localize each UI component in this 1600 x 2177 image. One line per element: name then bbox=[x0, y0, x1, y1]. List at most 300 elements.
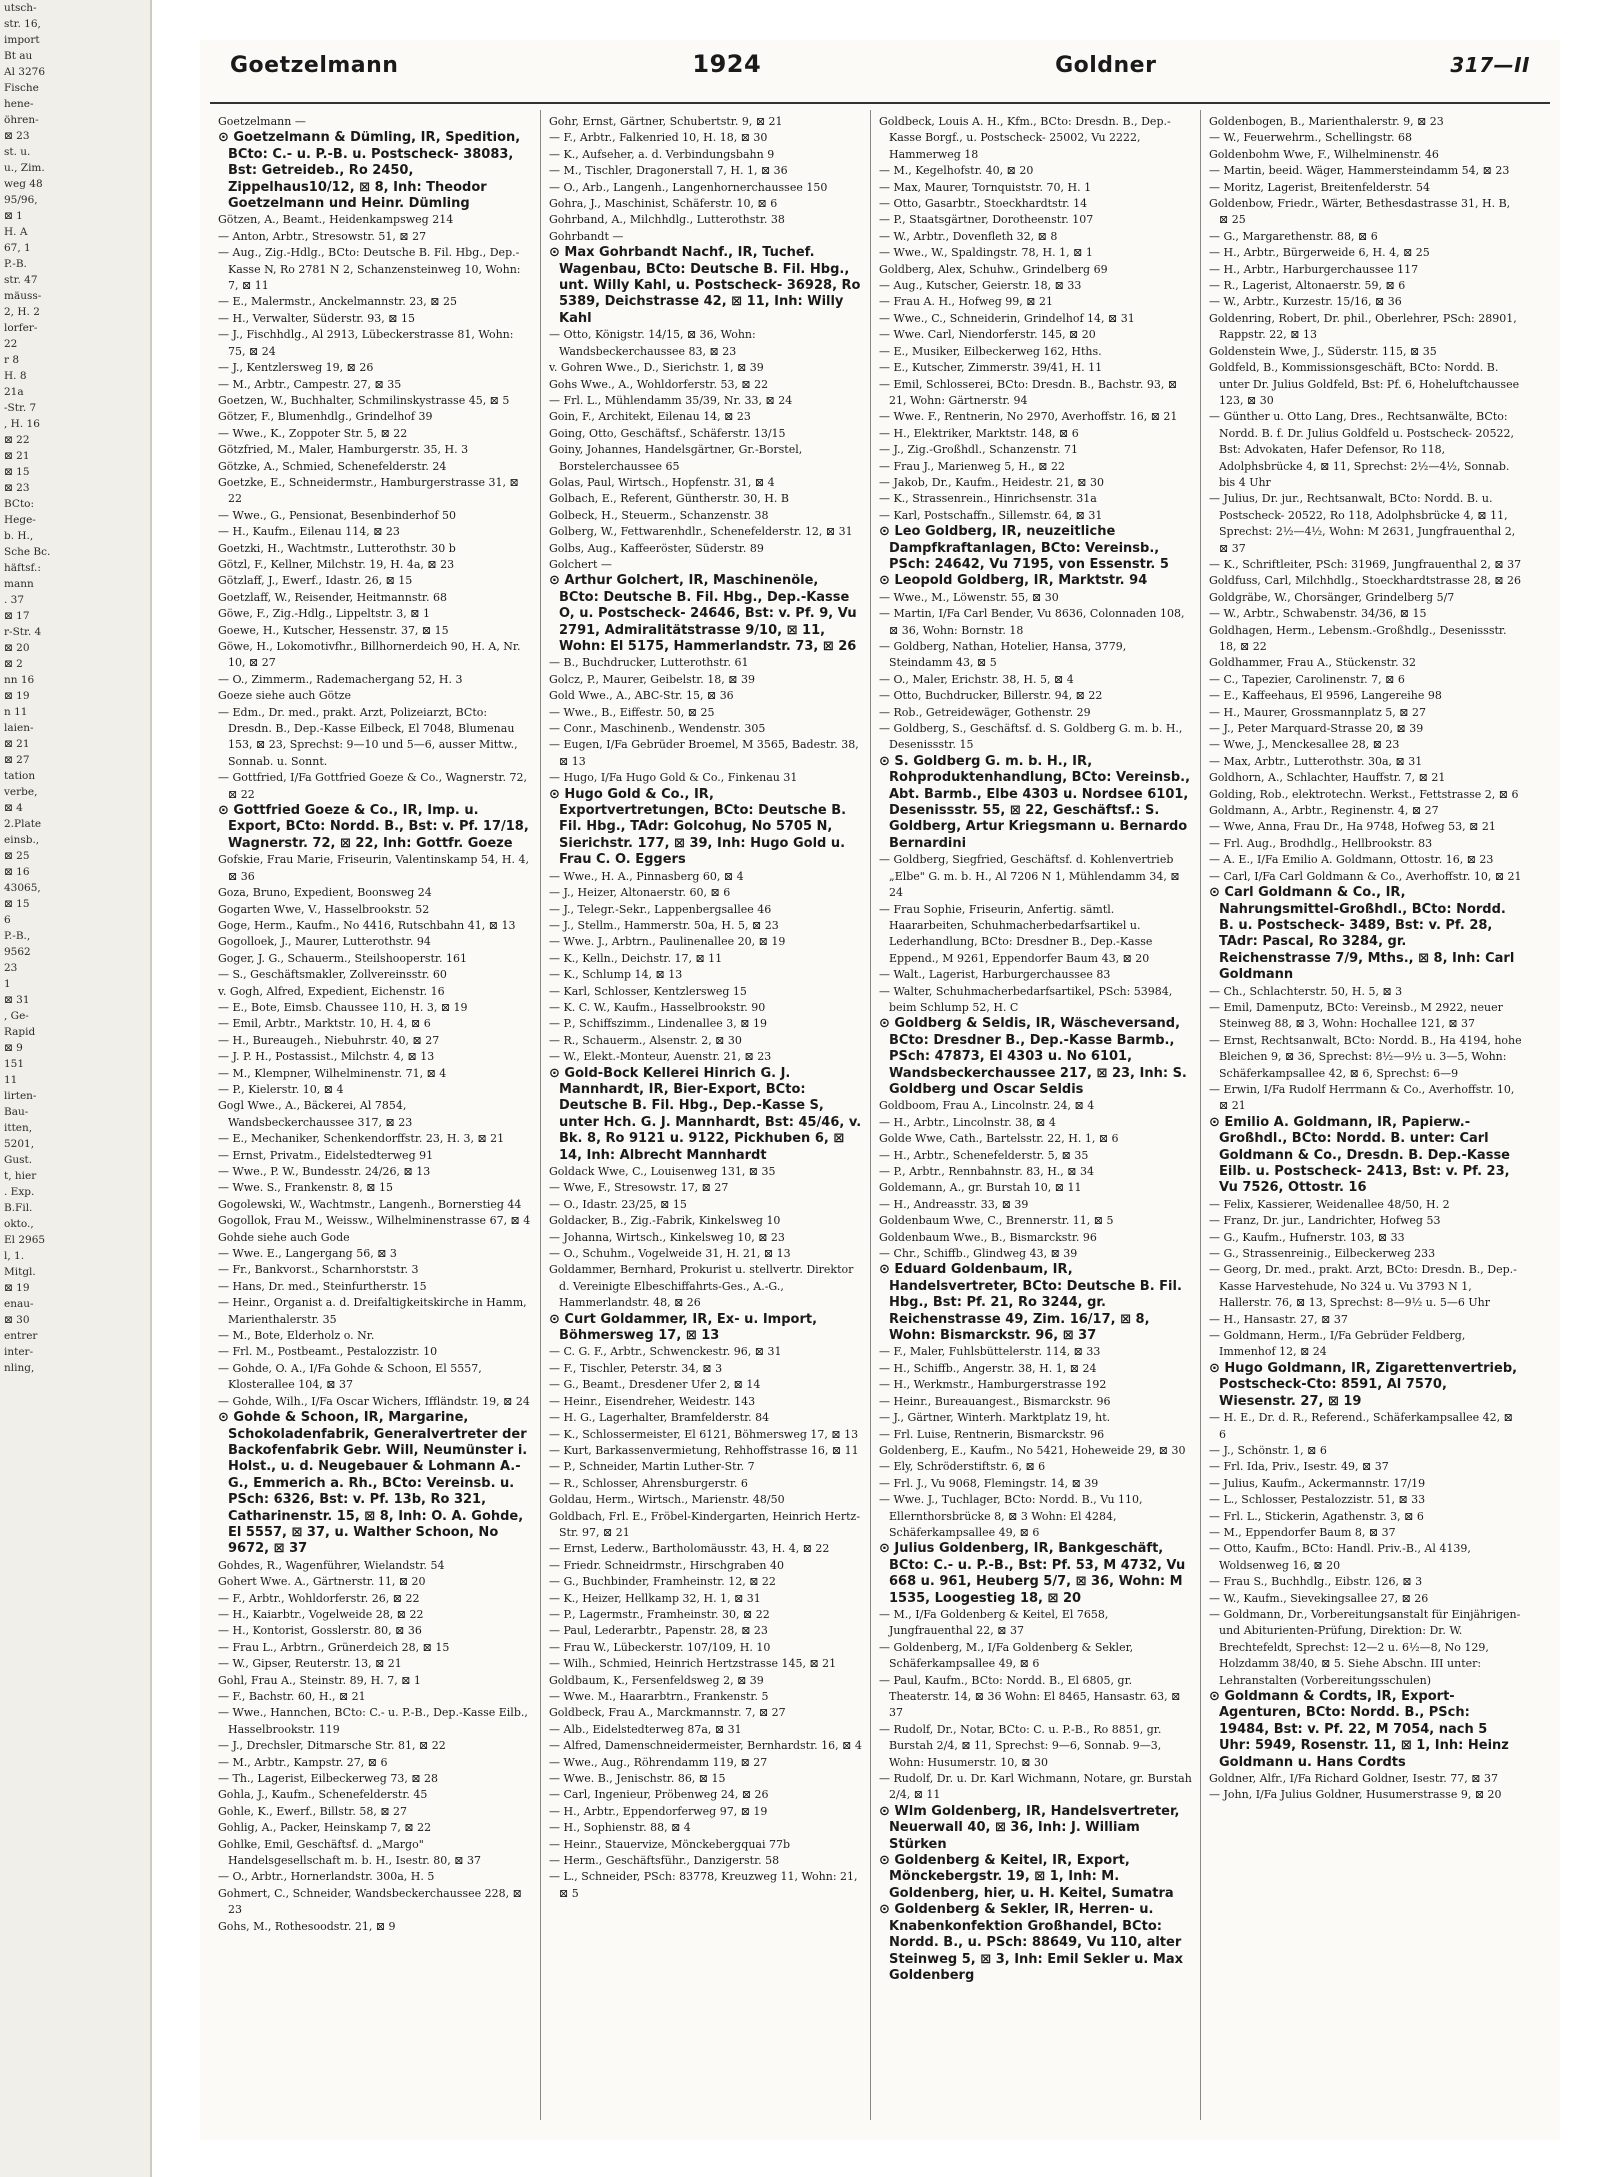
directory-entry: — J., Heizer, Altonaerstr. 60, ⊠ 6 bbox=[549, 886, 731, 900]
directory-entry: Goldberg, Alex, Schuhw., Grindelberg 69 bbox=[879, 262, 1108, 276]
directory-column-3 bbox=[870, 110, 1200, 2120]
gutter-line: Rapid bbox=[4, 1026, 36, 1038]
directory-entry: — Wwe., Aug., Röhrendamm 119, ⊠ 27 bbox=[549, 1755, 768, 1769]
gutter-line: B.Fil. bbox=[4, 1202, 33, 1214]
directory-entry: Golas, Paul, Wirtsch., Hopfenstr. 31, ⊠ 4 bbox=[549, 475, 775, 489]
directory-entry: — H., Maurer, Grossmannplatz 5, ⊠ 27 bbox=[1209, 705, 1426, 719]
gutter-line: str. 16, bbox=[4, 18, 41, 30]
firm-entry: ⊙ Arthur Golchert, IR, Maschinenöle, BCto: Deutsche B. Fil. Hbg., Dep.-Kasse O, u. Postscheck- 24646, Bst: v. Pf. 9, Vu 2791, Admiralitätstrasse 9/10, ⊠ 11, Wohn: El 5175, Hammerlandstr. 73, ⊠ 26 bbox=[549, 573, 857, 654]
directory-entry: — Wwe., W., Spaldingstr. 78, H. 1, ⊠ 1 bbox=[879, 246, 1093, 260]
directory-entry: — H., Kaufm., Eilenau 114, ⊠ 23 bbox=[218, 525, 400, 539]
directory-entry: Gohrbandt — bbox=[549, 229, 624, 243]
directory-entry: — Hans, Dr. med., Steinfurtherstr. 15 bbox=[218, 1279, 427, 1293]
directory-entry: Golding, Rob., elektrotechn. Werkst., Fettstrasse 2, ⊠ 6 bbox=[1209, 787, 1519, 801]
directory-entry: — Frl. M., Postbeamt., Pestalozzistr. 10 bbox=[218, 1345, 438, 1359]
directory-entry: Götzke, A., Schmied, Schenefelderstr. 24 bbox=[218, 459, 447, 473]
directory-entry: — Max, Arbtr., Lutterothstr. 30a, ⊠ 31 bbox=[1209, 754, 1423, 768]
directory-entry: — R., Schauerm., Alsenstr. 2, ⊠ 30 bbox=[549, 1033, 742, 1047]
directory-entry: Götzer, F., Blumenhdlg., Grindelhof 39 bbox=[218, 410, 433, 424]
directory-column-2 bbox=[540, 110, 870, 2120]
directory-entry: — Wwe. E., Langergang 56, ⊠ 3 bbox=[218, 1247, 397, 1261]
gutter-line: ⊠ 21 bbox=[4, 738, 30, 750]
gutter-line: 2, H. 2 bbox=[4, 306, 40, 318]
directory-entry: — G., Beamt., Dresdener Ufer 2, ⊠ 14 bbox=[549, 1378, 761, 1392]
directory-entry: — J., Drechsler, Ditmarsche Str. 81, ⊠ 22 bbox=[218, 1739, 446, 1753]
directory-entry: Goldhagen, Herm., Lebensm.-Großhdlg., Desenissstr. 18, ⊠ 22 bbox=[1209, 623, 1507, 653]
directory-entry: — K., Kelln., Deichstr. 17, ⊠ 11 bbox=[549, 951, 723, 965]
directory-entry: — Gottfried, I/Fa Gottfried Goeze & Co., Wagnerstr. 72, ⊠ 22 bbox=[218, 771, 528, 801]
gutter-line: enau- bbox=[4, 1298, 34, 1310]
firm-entry: ⊙ Gottfried Goeze & Co., IR, Imp. u. Export, BCto: Nordd. B., Bst: v. Pf. 17/18, Wagnerstr. 72, ⊠ 22, Inh: Gottfr. Goeze bbox=[218, 803, 529, 851]
directory-entry: — O., Maler, Erichstr. 38, H. 5, ⊠ 4 bbox=[879, 672, 1074, 686]
directory-entry: — R., Lagerist, Altonaerstr. 59, ⊠ 6 bbox=[1209, 279, 1406, 293]
directory-entry: — Carl, Ingenieur, Pröbenweg 24, ⊠ 26 bbox=[549, 1788, 769, 1802]
directory-entry: Goldenbaum Wwe., B., Bismarckstr. 96 bbox=[879, 1230, 1097, 1244]
directory-entry: — Alb., Eidelstedterweg 87a, ⊠ 31 bbox=[549, 1722, 742, 1736]
directory-entry: — H., Hansastr. 27, ⊠ 37 bbox=[1209, 1312, 1348, 1326]
directory-entry: — J., Kentzlersweg 19, ⊠ 26 bbox=[218, 361, 374, 375]
directory-entry: — H., Arbtr., Lincolnstr. 38, ⊠ 4 bbox=[879, 1115, 1056, 1129]
directory-entry: — Johanna, Wirtsch., Kinkelsweg 10, ⊠ 23 bbox=[549, 1230, 785, 1244]
gutter-line: ⊠ 17 bbox=[4, 610, 30, 622]
directory-entry: Gogl Wwe., A., Bäckerei, Al 7854, Wandsbeckerchaussee 317, ⊠ 23 bbox=[218, 1099, 413, 1129]
gutter-line: Hege- bbox=[4, 514, 36, 526]
firm-entry: ⊙ Hugo Goldmann, IR, Zigarettenvertrieb, Postscheck-Cto: 8591, Al 7570, Wiesenstr. 27, ⊠ 19 bbox=[1209, 1360, 1518, 1409]
directory-entry: Goldenbohm Wwe, F., Wilhelminenstr. 46 bbox=[1209, 147, 1439, 161]
gutter-line: H. A bbox=[4, 226, 28, 238]
gutter-line: ⊠ 19 bbox=[4, 690, 30, 702]
directory-entry: — Heinr., Organist a. d. Dreifaltigkeitskirche in Hamm, Marienthalerstr. 35 bbox=[218, 1296, 527, 1326]
directory-entry: — Otto, Kaufm., BCto: Handl. Priv.-B., Al 4139, Woldsenweg 16, ⊠ 20 bbox=[1209, 1542, 1471, 1572]
gutter-line: itten, bbox=[4, 1122, 33, 1134]
directory-entry: — Frl. J., Vu 9068, Flemingstr. 14, ⊠ 39 bbox=[879, 1476, 1099, 1490]
gutter-line: öhren- bbox=[4, 114, 39, 126]
directory-entry: — J., Peter Marquard-Strasse 20, ⊠ 39 bbox=[1209, 722, 1424, 736]
directory-entry: — W., Elekt.-Monteur, Auenstr. 21, ⊠ 23 bbox=[549, 1050, 772, 1064]
directory-entry: Goldbeck, Frau A., Marckmannstr. 7, ⊠ 27 bbox=[549, 1706, 786, 1720]
gutter-line: laien- bbox=[4, 722, 34, 734]
gutter-line: Bt au bbox=[4, 50, 33, 62]
directory-entry: — P., Staatsgärtner, Dorotheenstr. 107 bbox=[879, 213, 1094, 227]
directory-entry: — K., Schlossermeister, El 6121, Böhmersweg 17, ⊠ 13 bbox=[549, 1427, 859, 1441]
firm-entry: ⊙ Leo Goldberg, IR, neuzeitliche Dampfkraftanlagen, BCto: Vereinsb., PSch: 24642, Vu 7195, von Essenstr. 5 bbox=[879, 524, 1169, 572]
directory-entry: — J., Schönstr. 1, ⊠ 6 bbox=[1209, 1443, 1327, 1457]
firm-entry: ⊙ Goldenberg & Keitel, IR, Export, Mönckebergstr. 19, ⊠ 1, Inh: M. Goldenberg, hier, u. H. Keitel, Sumatra bbox=[879, 1853, 1174, 1901]
directory-entry: Goldenbow, Friedr., Wärter, Bethesdastrasse 31, H. B, ⊠ 25 bbox=[1209, 197, 1511, 227]
directory-entry: — M., Arbtr., Kampstr. 27, ⊠ 6 bbox=[218, 1755, 388, 1769]
gutter-line: ⊠ 30 bbox=[4, 1314, 30, 1326]
gutter-line: Sche Bc. bbox=[4, 546, 51, 558]
directory-entry: Goldemann, A., gr. Burstah 10, ⊠ 11 bbox=[879, 1181, 1082, 1195]
gutter-line: st. u. bbox=[4, 146, 31, 158]
directory-entry: — H., Verwalter, Süderstr. 93, ⊠ 15 bbox=[218, 311, 415, 325]
directory-entry: Gofskie, Frau Marie, Friseurin, Valentinskamp 54, H. 4, ⊠ 36 bbox=[218, 853, 529, 883]
firm-entry: ⊙ Carl Goldmann & Co., IR, Nahrungsmittel-Großhdl., BCto: Nordd. B. u. Postscheck- 3489, Bst: v. Pf. 28, TAdr: Pascal, Ro 3284, gr. Reichenstrasse 7/9, Mths., ⊠ 8, Inh: Carl Goldmann bbox=[1209, 885, 1515, 983]
directory-entry: — John, I/Fa Julius Goldner, Husumerstrasse 9, ⊠ 20 bbox=[1209, 1788, 1502, 1802]
directory-entry: Goge, Herm., Kaufm., No 4416, Rutschbahn 41, ⊠ 13 bbox=[218, 918, 516, 932]
directory-entry: Götzlaff, J., Ewerf., Idastr. 26, ⊠ 15 bbox=[218, 574, 413, 588]
gutter-line: ⊠ 15 bbox=[4, 466, 30, 478]
directory-entry: — M., Klempner, Wilhelminenstr. 71, ⊠ 4 bbox=[218, 1066, 447, 1080]
directory-entry: — Anton, Arbtr., Stresowstr. 51, ⊠ 27 bbox=[218, 229, 427, 243]
directory-entry: — Martin, beeid. Wäger, Hammersteindamm 54, ⊠ 23 bbox=[1209, 164, 1510, 178]
directory-entry: Goldack Wwe, C., Louisenweg 131, ⊠ 35 bbox=[549, 1165, 776, 1178]
directory-entry: — Frau S., Buchhdlg., Eibstr. 126, ⊠ 3 bbox=[1209, 1575, 1423, 1589]
firm-entry: ⊙ Goldberg & Seldis, IR, Wäscheversand, BCto: Dresdner B., Dep.-Kasse Barmb., PSch: 47873, El 4303 u. No 6101, Wandsbeckerchaussee 217, ⊠ 23, Inh: S. Goldberg und Oscar Seldis bbox=[879, 1016, 1187, 1097]
directory-entry: — H., Bureaugeh., Niebuhrstr. 40, ⊠ 27 bbox=[218, 1033, 440, 1047]
firm-entry: ⊙ Wlm Goldenberg, IR, Handelsvertreter, Neuerwall 40, ⊠ 36, Inh: J. William Stürken bbox=[879, 1803, 1180, 1852]
gutter-line: u., Zim. bbox=[4, 162, 45, 174]
header-right-keyword: Goldner bbox=[1055, 53, 1157, 78]
directory-entry: — Karl, Postschaffn., Sillemstr. 64, ⊠ 31 bbox=[879, 508, 1103, 522]
gutter-line: Bau- bbox=[4, 1106, 29, 1118]
firm-entry: ⊙ Hugo Gold & Co., IR, Exportvertretungen, BCto: Deutsche B. Fil. Hbg., TAdr: Golcohug, No 5705 N, Sierichstr. 177, ⊠ 39, Inh: Hugo Gold u. Frau C. O. Eggers bbox=[549, 786, 847, 868]
directory-entry: Gohra, J., Maschinist, Schäferstr. 10, ⊠ 6 bbox=[549, 197, 778, 211]
directory-entry: — K. C. W., Kaufm., Hasselbrookstr. 90 bbox=[549, 1000, 766, 1014]
directory-entry: — M., Eppendorfer Baum 8, ⊠ 37 bbox=[1209, 1525, 1396, 1539]
directory-entry: — Julius, Dr. jur., Rechtsanwalt, BCto: Nordd. B. u. Postscheck- 20522, Ro 118, Adolphsbrücke 4, ⊠ 11, Sprechst: 2½—4½, Wohn: M 2631, Jungfrauenthal 2, ⊠ 37 bbox=[1209, 492, 1516, 555]
directory-entry: — R., Schlosser, Ahrensburgerstr. 6 bbox=[549, 1476, 748, 1490]
directory-entry: Goldenstein Wwe, J., Süderstr. 115, ⊠ 35 bbox=[1209, 344, 1437, 358]
directory-entry: — K., Schlump 14, ⊠ 13 bbox=[549, 968, 683, 982]
directory-entry: Goldfeld, B., Kommissionsgeschäft, BCto: Nordd. B. unter Dr. Julius Goldfeld, Bst: Pf. 6, Hoheluftchaussee 123, ⊠ 30 bbox=[1209, 361, 1520, 407]
directory-entry: Goldbach, Frl. E., Fröbel-Kindergarten, Heinrich Hertz-Str. 97, ⊠ 21 bbox=[549, 1509, 861, 1539]
directory-entry: — Conr., Maschinenb., Wendenstr. 305 bbox=[549, 722, 766, 736]
directory-entry: — E., Bote, Eimsb. Chaussee 110, H. 3, ⊠ 19 bbox=[218, 1000, 468, 1014]
directory-entry: — F., Tischler, Peterstr. 34, ⊠ 3 bbox=[549, 1361, 723, 1375]
directory-entry: — Wwe. J., Tuchlager, BCto: Nordd. B., Vu 110, Ellernthorsbrücke 8, ⊠ 3 Wohn: El 4284, Schäferkampsallee 49, ⊠ 6 bbox=[879, 1493, 1143, 1539]
gutter-line: -Str. 7 bbox=[4, 402, 37, 414]
directory-entry: — Gohde, Wilh., I/Fa Oscar Wichers, Iffländstr. 19, ⊠ 24 bbox=[218, 1394, 530, 1408]
directory-entry: — P., Schneider, Martin Luther-Str. 7 bbox=[549, 1460, 755, 1474]
directory-entry: — Ernst, Lederw., Bartholomäusstr. 43, H. 4, ⊠ 22 bbox=[549, 1542, 830, 1556]
directory-entry: — Carl, I/Fa Carl Goldmann & Co., Averhoffstr. 10, ⊠ 21 bbox=[1209, 869, 1522, 883]
firm-entry: ⊙ Emilio A. Goldmann, IR, Papierw.-Großhdl., BCto: Nordd. B. unter: Carl Goldmann & Co., Dresdn. B. Dep.-Kasse Eilb. u. Postscheck- 2413, Bst: v. Pf. 23, Vu 7526, Ottostr. 16 bbox=[1209, 1114, 1510, 1196]
directory-entry: — W., Arbtr., Kurzestr. 15/16, ⊠ 36 bbox=[1209, 295, 1402, 309]
directory-entry: — Eugen, I/Fa Gebrüder Broemel, M 3565, Badestr. 38, ⊠ 13 bbox=[549, 738, 859, 768]
directory-entry: — J., Stellm., Hammerstr. 50a, H. 5, ⊠ 23 bbox=[549, 918, 779, 932]
firm-entry: ⊙ Eduard Goldenbaum, IR, Handelsvertreter, BCto: Deutsche B. Fil. Hbg., Bst: Pf. 21, Ro 3244, gr. Reichenstrasse 49, Zim. 16/17, ⊠ 8, Wohn: Bismarckstr. 96, ⊠ 37 bbox=[879, 1262, 1182, 1344]
directory-entry: — Ch., Schlachterstr. 50, H. 5, ⊠ 3 bbox=[1209, 984, 1403, 998]
gutter-line: P.-B. bbox=[4, 258, 27, 270]
directory-entry: — G., Kaufm., Hufnerstr. 103, ⊠ 33 bbox=[1209, 1230, 1405, 1244]
directory-entry: Golbeck, H., Steuerm., Schanzenstr. 38 bbox=[549, 508, 769, 522]
directory-entry: Goetzke, E., Schneidermstr., Hamburgerstrasse 31, ⊠ 22 bbox=[218, 475, 519, 506]
gutter-line: okto., bbox=[4, 1218, 34, 1230]
directory-entry: Going, Otto, Geschäftsf., Schäferstr. 13/15 bbox=[549, 426, 786, 440]
directory-entry: — Paul, Lederarbtr., Papenstr. 28, ⊠ 23 bbox=[549, 1624, 768, 1638]
directory-entry: — Wwe., M., Löwenstr. 55, ⊠ 30 bbox=[879, 590, 1059, 604]
directory-column-4 bbox=[1200, 110, 1530, 2120]
gutter-line: H. 8 bbox=[4, 370, 27, 382]
directory-entry: — Frau A. H., Hofweg 99, ⊠ 21 bbox=[879, 295, 1053, 309]
directory-entry: v. Gogh, Alfred, Expedient, Eichenstr. 16 bbox=[218, 984, 445, 998]
directory-entry: — Wwe., G., Pensionat, Besenbinderhof 50 bbox=[218, 508, 457, 522]
gutter-line: BCto: bbox=[4, 498, 35, 510]
gutter-line: Fische bbox=[4, 82, 39, 94]
directory-entry: — Max, Maurer, Tornquiststr. 70, H. 1 bbox=[879, 180, 1092, 194]
gutter-line: 151 bbox=[4, 1058, 25, 1070]
firm-entry: ⊙ Goldmann & Cordts, IR, Export-Agenturen, BCto: Nordd. B., PSch: 19484, Bst: v. Pf. 22, M 7054, nach 5 Uhr: 5949, Rosenstr. 11, ⊠ 1, Inh: Heinz Goldmann u. Hans Cordts bbox=[1209, 1689, 1509, 1770]
gutter-line: mäuss- bbox=[4, 290, 42, 302]
directory-entry: — H., Werkmstr., Hamburgerstrasse 192 bbox=[879, 1378, 1107, 1392]
directory-entry: Golchert — bbox=[549, 557, 612, 571]
directory-entry: Goiny, Johannes, Handelsgärtner, Gr.-Borstel, Borstelerchaussee 65 bbox=[549, 443, 803, 473]
gutter-line: ⊠ 2 bbox=[4, 658, 23, 670]
firm-entry: ⊙ Max Gohrbandt Nachf., IR, Tuchef. Wagenbau, BCto: Deutsche B. Fil. Hbg., unt. Willy Kahl, u. Postscheck- 36928, Ro 5389, Deichstrasse 42, ⊠ 11, Inh: Willy Kahl bbox=[549, 245, 861, 326]
directory-entry: Goetzelmann — bbox=[218, 115, 306, 128]
directory-entry: Goeze siehe auch Götze bbox=[218, 689, 352, 703]
directory-sheet bbox=[200, 40, 1560, 2140]
directory-entry: Göwe, F., Zig.-Hdlg., Lippeltstr. 3, ⊠ 1 bbox=[218, 607, 431, 621]
directory-entry: — Walt., Lagerist, Harburgerchaussee 83 bbox=[879, 968, 1111, 982]
header-page-number: 317—II bbox=[1450, 53, 1530, 77]
gutter-line: t, hier bbox=[4, 1170, 37, 1182]
directory-entry: — H. E., Dr. d. R., Referend., Schäferkampsallee 42, ⊠ 6 bbox=[1209, 1411, 1513, 1441]
gutter-line: 5201, bbox=[4, 1138, 35, 1150]
directory-entry: — Georg, Dr. med., prakt. Arzt, BCto: Dresdn. B., Dep.-Kasse Harvestehude, No 324 u. Vu 3793 N 1, Hallerstr. 76, ⊠ 13, Sprechst: 8—9½ u. 5—6 Uhr bbox=[1209, 1263, 1517, 1310]
header-year: 1924 bbox=[692, 50, 762, 78]
gutter-line: 11 bbox=[4, 1074, 18, 1086]
gutter-line: 67, 1 bbox=[4, 242, 31, 254]
adjacent-page-gutter bbox=[0, 0, 152, 2177]
directory-entry: — Wilh., Schmied, Heinrich Hertzstrasse 145, ⊠ 21 bbox=[549, 1657, 837, 1671]
directory-entry: — Frl. Luise, Rentnerin, Bismarckstr. 96 bbox=[879, 1427, 1105, 1441]
gutter-line: verbe, bbox=[4, 786, 38, 798]
directory-entry: — L., Schneider, PSch: 83778, Kreuzweg 11, Wohn: 21, ⊠ 5 bbox=[549, 1870, 858, 1900]
gutter-line: Al 3276 bbox=[4, 66, 46, 78]
directory-entry: — W., Arbtr., Schwabenstr. 34/36, ⊠ 15 bbox=[1209, 607, 1427, 621]
directory-entry: Gohs Wwe., A., Wohldorferstr. 53, ⊠ 22 bbox=[549, 377, 769, 391]
directory-entry: — Frl. Ida, Priv., Isestr. 49, ⊠ 37 bbox=[1209, 1460, 1389, 1474]
directory-entry: Goldau, Herm., Wirtsch., Marienstr. 48/50 bbox=[549, 1493, 785, 1507]
page-header bbox=[200, 50, 1560, 100]
directory-entry: Golbach, E., Referent, Güntherstr. 30, H. B bbox=[549, 492, 789, 506]
directory-entry: — Karl, Schlosser, Kentzlersweg 15 bbox=[549, 984, 747, 998]
gutter-line: ⊠ 16 bbox=[4, 866, 30, 878]
gutter-line: ⊠ 25 bbox=[4, 850, 30, 862]
directory-entry: — E., Kutscher, Zimmerstr. 39/41, H. 11 bbox=[879, 361, 1103, 375]
directory-entry: — Wwe., C., Schneiderin, Grindelhof 14, ⊠ 31 bbox=[879, 311, 1135, 325]
gutter-line: str. 47 bbox=[4, 274, 38, 286]
gutter-line: n 11 bbox=[4, 706, 28, 718]
directory-entry: — Frl. L., Mühlendamm 35/39, Nr. 33, ⊠ 24 bbox=[549, 393, 793, 407]
directory-entry: — Felix, Kassierer, Weidenallee 48/50, H. 2 bbox=[1209, 1197, 1450, 1211]
gutter-line: inter- bbox=[4, 1346, 34, 1358]
directory-entry: — Aug., Zig.-Hdlg., BCto: Deutsche B. Fil. Hbg., Dep.-Kasse N, Ro 2781 N 2, Schanzensteinweg 10, Wohn: 7, ⊠ 11 bbox=[218, 246, 521, 293]
directory-entry: — Kurt, Barkassenvermietung, Rehhoffstrasse 16, ⊠ 11 bbox=[549, 1443, 859, 1457]
gutter-line: 2.Plate bbox=[4, 818, 42, 830]
directory-entry: — H., Arbtr., Bürgerweide 6, H. 4, ⊠ 25 bbox=[1209, 246, 1430, 260]
gutter-line: ⊠ 4 bbox=[4, 802, 23, 814]
directory-entry: — W., Kaufm., Sievekingsallee 27, ⊠ 26 bbox=[1209, 1591, 1429, 1605]
directory-entry: — Rudolf, Dr. u. Dr. Karl Wichmann, Notare, gr. Burstah 2/4, ⊠ 11 bbox=[879, 1772, 1192, 1802]
directory-entry: Golberg, W., Fettwarenhdlr., Schenefelderstr. 12, ⊠ 31 bbox=[549, 525, 853, 539]
directory-entry: — Günther u. Otto Lang, Dres., Rechtsanwälte, BCto: Nordd. B. f. Dr. Julius Goldfeld u. Postscheck- 20522, Bst: Advokaten, Hafer Defensor, Ro 118, Adolphsbrücke 4, ⊠ 11, Sprechst: 2½—4½, Sonnab. bis 4 Uhr bbox=[1209, 410, 1515, 489]
directory-entry: — M., Tischler, Dragonerstall 7, H. 1, ⊠ 36 bbox=[549, 164, 788, 178]
directory-entry: — H., Sophienstr. 88, ⊠ 4 bbox=[549, 1821, 691, 1835]
directory-entry: — Otto, Königstr. 14/15, ⊠ 36, Wohn: Wandsbeckerchaussee 83, ⊠ 23 bbox=[549, 328, 756, 358]
directory-entry: — L., Schlosser, Pestalozzistr. 51, ⊠ 33 bbox=[1209, 1493, 1426, 1507]
directory-entry: — O., Arb., Langenh., Langenhornerchaussee 150 bbox=[549, 180, 828, 194]
directory-entry: — B., Buchdrucker, Lutterothstr. 61 bbox=[549, 656, 749, 670]
directory-entry: v. Gohren Wwe., D., Sierichstr. 1, ⊠ 39 bbox=[549, 361, 764, 375]
directory-entry: — O., Zimmerm., Rademachergang 52, H. 3 bbox=[218, 672, 463, 686]
gutter-line: ⊠ 15 bbox=[4, 898, 30, 910]
directory-entry: — Wwe., H. A., Pinnasberg 60, ⊠ 4 bbox=[549, 869, 744, 883]
gutter-line: nn 16 bbox=[4, 674, 35, 686]
gutter-line: lirten- bbox=[4, 1090, 37, 1102]
directory-entry: — K., Aufseher, a. d. Verbindungsbahn 9 bbox=[549, 147, 775, 161]
directory-entry: Gohla, J., Kaufm., Schenefelderstr. 45 bbox=[218, 1788, 428, 1802]
directory-entry: — Otto, Gasarbtr., Stoeckhardtstr. 14 bbox=[879, 197, 1088, 211]
gutter-line: ⊠ 31 bbox=[4, 994, 30, 1006]
directory-entry: Götzen, A., Beamt., Heidenkampsweg 214 bbox=[218, 213, 454, 227]
gutter-line: El 2965 bbox=[4, 1234, 46, 1246]
directory-entry: Gohr, Ernst, Gärtner, Schubertstr. 9, ⊠ 21 bbox=[549, 115, 783, 128]
directory-entry: — Goldberg, Siegfried, Geschäftsf. d. Kohlenvertrieb „Elbe" G. m. b. H., Al 7206 N 1, Mühlendamm 34, ⊠ 24 bbox=[879, 853, 1180, 900]
directory-entry: — K., Heizer, Hellkamp 32, H. 1, ⊠ 31 bbox=[549, 1591, 761, 1605]
directory-entry: — Frau J., Marienweg 5, H., ⊠ 22 bbox=[879, 459, 1066, 473]
directory-entry: — F., Bachstr. 60, H., ⊠ 21 bbox=[218, 1690, 366, 1703]
firm-entry: ⊙ Julius Goldenberg, IR, Bankgeschäft, BCto: C.- u. P.-B., Bst: Pf. 53, M 4732, Vu 668 u. 961, Heuberg 5/7, ⊠ 36, Wohn: M 1535, Loogestieg 18, ⊠ 20 bbox=[879, 1541, 1186, 1606]
directory-entry: — W., Feuerwehrm., Schellingstr. 68 bbox=[1209, 131, 1413, 145]
directory-entry: — Gohde, O. A., I/Fa Gohde & Schoon, El 5557, Klosterallee 104, ⊠ 37 bbox=[218, 1361, 482, 1392]
directory-entry: — G., Buchbinder, Framheinstr. 12, ⊠ 22 bbox=[549, 1575, 776, 1589]
directory-entry: — C., Tapezier, Carolinenstr. 7, ⊠ 6 bbox=[1209, 672, 1405, 686]
directory-entry: — Wwe., K., Zoppoter Str. 5, ⊠ 22 bbox=[218, 426, 408, 440]
directory-entry: Göwe, H., Lokomotivfhr., Billhornerdeich 90, H. A, Nr. 10, ⊠ 27 bbox=[218, 640, 521, 670]
gutter-line: 9562 bbox=[4, 946, 31, 958]
directory-entry: — Fr., Bankvorst., Scharnhorststr. 3 bbox=[218, 1263, 419, 1277]
directory-entry: — E., Musiker, Eilbeckerweg 162, Hths. bbox=[879, 344, 1102, 358]
directory-entry: — Goldberg, Nathan, Hotelier, Hansa, 3779, Steindamm 43, ⊠ 5 bbox=[879, 640, 1127, 670]
directory-entry: Goger, J. G., Schauerm., Steilshooperstr. 161 bbox=[218, 951, 467, 965]
directory-entry: Gohrband, A., Milchhdlg., Lutterothstr. 38 bbox=[549, 213, 785, 227]
directory-entry: — O., Schuhm., Vogelweide 31, H. 21, ⊠ 13 bbox=[549, 1247, 791, 1261]
gutter-line: ⊠ 20 bbox=[4, 642, 30, 654]
directory-entry: Goin, F., Architekt, Eilenau 14, ⊠ 23 bbox=[549, 410, 751, 424]
directory-entry: — Otto, Buchdrucker, Billerstr. 94, ⊠ 22 bbox=[879, 689, 1103, 703]
directory-entry: — E., Malermstr., Anckelmannstr. 23, ⊠ 25 bbox=[218, 295, 458, 309]
directory-entry: — Wwe. F., Rentnerin, No 2970, Averhoffstr. 16, ⊠ 21 bbox=[879, 410, 1178, 424]
directory-entry: — G., Strassenreinig., Eilbeckerweg 233 bbox=[1209, 1247, 1436, 1261]
directory-entry: Gohdes, R., Wagenführer, Wielandstr. 54 bbox=[218, 1558, 445, 1572]
gutter-line: ⊠ 1 bbox=[4, 210, 23, 222]
directory-entry: — Wwe, F., Stresowstr. 17, ⊠ 27 bbox=[549, 1181, 729, 1195]
directory-entry: Goetzen, W., Buchhalter, Schmilinskystrasse 45, ⊠ 5 bbox=[218, 393, 510, 407]
directory-entry: — F., Maler, Fuhlsbüttelerstr. 114, ⊠ 33 bbox=[879, 1345, 1101, 1359]
firm-entry: ⊙ Goetzelmann & Dümling, IR, Spedition, BCto: C.- u. P.-B. u. Postscheck- 38083, Bst: Getreideb., Ro 2450, Zippelhaus10/12, ⊠ 8, Inh: Theodor Goetzelmann und Heinr. Dümling bbox=[218, 130, 521, 212]
directory-entry: — Frau Sophie, Friseurin, Anfertig. sämtl. Haararbeiten, Schuhmacherbedarfsartikel u. Lederhandlung, BCto: Dresdner B., Dep.-Kasse Eppend., M 9261, Eppendorfer Baum 43, ⊠ 20 bbox=[879, 902, 1153, 965]
directory-entry: — Jakob, Dr., Kaufm., Heidestr. 21, ⊠ 30 bbox=[879, 475, 1104, 489]
directory-entry: — K., Schriftleiter, PSch: 31969, Jungfrauenthal 2, ⊠ 37 bbox=[1209, 557, 1522, 571]
directory-entry: Gogollok, Frau M., Weissw., Wilhelminenstrasse 67, ⊠ 4 bbox=[218, 1214, 531, 1228]
directory-entry: Goetzki, H., Wachtmstr., Lutterothstr. 30 b bbox=[218, 541, 456, 555]
directory-entry: — Heinr., Bureauangest., Bismarckstr. 96 bbox=[879, 1394, 1111, 1408]
directory-entry: — Julius, Kaufm., Ackermannstr. 17/19 bbox=[1209, 1476, 1426, 1490]
directory-entry: — H., Kontorist, Gosslerstr. 80, ⊠ 36 bbox=[218, 1624, 422, 1638]
directory-entry: Goldhammer, Frau A., Stückenstr. 32 bbox=[1209, 656, 1417, 670]
gutter-line: ⊠ 27 bbox=[4, 754, 30, 766]
firm-entry: ⊙ Goldenberg & Sekler, IR, Herren- u. Knabenkonfektion Großhandel, BCto: Nordd. B., u. PSch: 88649, Vu 110, alter Steinweg 5, ⊠ 3, Inh: Emil Sekler u. Max Goldenberg bbox=[879, 1902, 1183, 1983]
gutter-line: tation bbox=[4, 770, 36, 782]
directory-entry: — Rob., Getreidewäger, Gothenstr. 29 bbox=[879, 705, 1091, 719]
gutter-line: b. H., bbox=[4, 530, 34, 542]
directory-entry: — Heinr., Eisendreher, Weidestr. 143 bbox=[549, 1394, 756, 1408]
directory-entry: Goldboom, Frau A., Lincolnstr. 24, ⊠ 4 bbox=[879, 1099, 1095, 1113]
directory-entry: Golde Wwe, Cath., Bartelsstr. 22, H. 1, ⊠ 6 bbox=[879, 1132, 1119, 1146]
directory-entry: — Emil, Schlosserei, BCto: Dresdn. B., Bachstr. 93, ⊠ 21, Wohn: Gärtnerstr. 94 bbox=[879, 377, 1178, 407]
directory-entry: Goldenbogen, B., Marienthalerstr. 9, ⊠ 23 bbox=[1209, 115, 1444, 128]
directory-entry: — Alfred, Damenschneidermeister, Bernhardstr. 16, ⊠ 4 bbox=[549, 1739, 862, 1753]
directory-entry: — P., Kielerstr. 10, ⊠ 4 bbox=[218, 1082, 344, 1096]
directory-entry: — O., Arbtr., Hornerlandstr. 300a, H. 5 bbox=[218, 1870, 435, 1884]
gutter-line: 1 bbox=[4, 978, 11, 990]
directory-entry: — Goldmann, Dr., Vorbereitungsanstalt für Einjährigen- und Abiturienten-Prüfung, Direktion: Dr. W. Brechtefeldt, Sprechst: 12—2 u. 6½—8, No 129, Holzdamm 38/40, ⊠ 5. Siehe Abschn. III unter: Lehranstalten (Vorbereitungsschulen) bbox=[1209, 1607, 1521, 1687]
gutter-line: utsch- bbox=[4, 2, 37, 14]
directory-entry: Goldbeck, Louis A. H., Kfm., BCto: Dresdn. B., Dep.-Kasse Borgf., u. Postscheck- 25002, Vu 2222, Hammerweg 18 bbox=[879, 115, 1171, 161]
directory-entry: Goldgräbe, W., Chorsänger, Grindelberg 5/7 bbox=[1209, 590, 1455, 604]
directory-entry: Gohle, K., Ewerf., Billstr. 58, ⊠ 27 bbox=[218, 1804, 408, 1818]
directory-entry: — M., Kegelhofstr. 40, ⊠ 20 bbox=[879, 164, 1034, 178]
directory-entry: — H. G., Lagerhalter, Bramfelderstr. 84 bbox=[549, 1411, 770, 1425]
gutter-line: ⊠ 22 bbox=[4, 434, 30, 446]
directory-entry: — Frl. L., Stickerin, Agathenstr. 3, ⊠ 6 bbox=[1209, 1509, 1424, 1523]
directory-entry: — Emil, Arbtr., Marktstr. 10, H. 4, ⊠ 6 bbox=[218, 1017, 431, 1031]
directory-entry: Goldacker, B., Zig.-Fabrik, Kinkelsweg 10 bbox=[549, 1214, 781, 1228]
directory-entry: — G., Margarethenstr. 88, ⊠ 6 bbox=[1209, 229, 1378, 243]
directory-entry: Götzl, F., Kellner, Milchstr. 19, H. 4a, ⊠ 23 bbox=[218, 557, 455, 571]
directory-entry: — Goldberg, S., Geschäftsf. d. S. Goldberg G. m. b. H., Desenissstr. 15 bbox=[879, 722, 1183, 752]
gutter-line: r-Str. 4 bbox=[4, 626, 42, 638]
directory-entry: — W., Arbtr., Dovenfleth 32, ⊠ 8 bbox=[879, 229, 1058, 243]
directory-entry: — J., Fischhdlg., Al 2913, Lübeckerstrasse 81, Wohn: 75, ⊠ 24 bbox=[218, 328, 514, 358]
directory-entry: — H., Kaiarbtr., Vogelweide 28, ⊠ 22 bbox=[218, 1607, 424, 1621]
directory-column-1 bbox=[210, 110, 540, 2120]
directory-entry: — Wwe, Anna, Frau Dr., Ha 9748, Hofweg 53, ⊠ 21 bbox=[1209, 820, 1496, 834]
directory-entry: — Hugo, I/Fa Hugo Gold & Co., Finkenau 31 bbox=[549, 771, 798, 785]
gutter-line: hene- bbox=[4, 98, 34, 110]
directory-entry: — Rudolf, Dr., Notar, BCto: C. u. P.-B., Ro 8851, gr. Burstah 2/4, ⊠ 11, Sprechst: 9—6, Sonnab. 9—3, Wohn: Husumerstr. 10, ⊠ 30 bbox=[879, 1722, 1162, 1769]
directory-entry: — E., Kaffeehaus, El 9596, Langereihe 98 bbox=[1209, 689, 1442, 703]
directory-entry: Gohert Wwe. A., Gärtnerstr. 11, ⊠ 20 bbox=[218, 1575, 426, 1589]
directory-entry: Goldner, Alfr., I/Fa Richard Goldner, Isestr. 77, ⊠ 37 bbox=[1209, 1772, 1498, 1786]
header-left-keyword: Goetzelmann bbox=[230, 53, 399, 78]
directory-entry: Goldbaum, K., Fersenfeldsweg 2, ⊠ 39 bbox=[549, 1673, 764, 1687]
directory-entry: — H., Arbtr., Harburgerchaussee 117 bbox=[1209, 262, 1419, 276]
directory-entry: — J. P. H., Postassist., Milchstr. 4, ⊠ 13 bbox=[218, 1050, 435, 1064]
directory-entry: — Goldenberg, M., I/Fa Goldenberg & Sekler, Schäferkampsallee 49, ⊠ 6 bbox=[879, 1640, 1134, 1671]
gutter-line: Gust. bbox=[4, 1154, 33, 1166]
directory-entry: Goldhorn, A., Schlachter, Hauffstr. 7, ⊠ 21 bbox=[1209, 771, 1446, 785]
firm-entry: ⊙ Leopold Goldberg, IR, Marktstr. 94 bbox=[879, 573, 1148, 589]
directory-entry: Gohlke, Emil, Geschäftsf. d. „Margo" Handelsgesellschaft m. b. H., Isestr. 80, ⊠ 37 bbox=[218, 1837, 481, 1868]
directory-entry: — Edm., Dr. med., prakt. Arzt, Polizeiarzt, BCto: Dresdn. B., Dep.-Kasse Eilbeck, El 7048, Blumenau 153, ⊠ 23, Sprechst: 9—10 und 5—6, ausser Mittw., Sonnab. u. Sonnt. bbox=[218, 705, 518, 768]
gutter-line: . Exp. bbox=[4, 1186, 35, 1198]
header-rule bbox=[210, 102, 1550, 104]
gutter-line: entrer bbox=[4, 1330, 38, 1342]
directory-entry: — Wwe. Carl, Niendorferstr. 145, ⊠ 20 bbox=[879, 328, 1096, 342]
directory-entry: — F., Arbtr., Wohldorferstr. 26, ⊠ 22 bbox=[218, 1591, 420, 1605]
directory-entry: — Wwe., Hannchen, BCto: C.- u. P.-B., Dep.-Kasse Eilb., Hasselbrookstr. 119 bbox=[218, 1706, 528, 1736]
directory-entry: — O., Idastr. 23/25, ⊠ 15 bbox=[549, 1197, 687, 1211]
gutter-line: import bbox=[4, 34, 40, 46]
directory-entry: Gohl, Frau A., Steinstr. 89, H. 7, ⊠ 1 bbox=[218, 1673, 421, 1687]
firm-entry: ⊙ Gohde & Schoon, IR, Margarine, Schokoladenfabrik, Generalvertreter der Backofenfabrik Gebr. Will, Neumünster i. Holst., u. d. Neugebauer & Lohmann A.-G., Emmerich a. Rh., BCto: Vereinsb. u. PSch: 6326, Bst: v. Pf. 13b, Ro 321, Catharinenstr. 15, ⊠ 8, Inh: O. A. Gohde, El 5557, ⊠ 37, u. Walther Schoon, No 9672, ⊠ 37 bbox=[218, 1410, 528, 1557]
gutter-line: einsb., bbox=[4, 834, 40, 846]
directory-entry: — Wwe. S., Frankenstr. 8, ⊠ 15 bbox=[218, 1181, 393, 1195]
